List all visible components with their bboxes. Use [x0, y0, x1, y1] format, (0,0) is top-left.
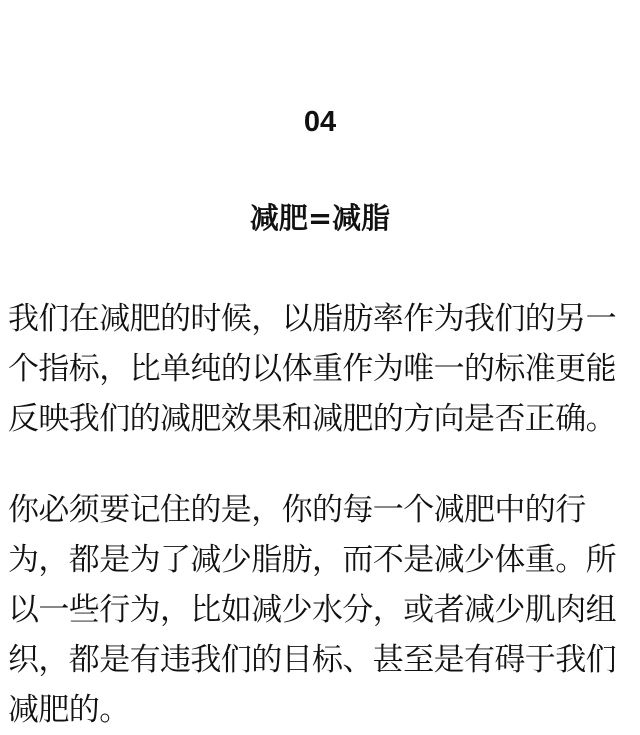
paragraph-line: 反映我们的减肥效果和减肥的方向是否正确。: [8, 401, 616, 437]
paragraph-line: 个指标，比单纯的以体重作为唯一的标准更能: [8, 351, 616, 387]
paragraph-line: 减肥的。: [8, 692, 130, 728]
paragraph-line: 以一些行为，比如减少水分，或者减少肌肉组: [8, 592, 616, 628]
section-heading: 减肥=减脂: [249, 201, 391, 235]
paragraph-2: [8, 485, 636, 735]
paragraph-line: 你必须要记住的是，你的每一个减肥中的行: [8, 492, 586, 528]
paragraph-1: [8, 294, 636, 444]
paragraph-line: 我们在减肥的时候，以脂肪率作为我们的另一: [8, 301, 616, 337]
section-number: 04: [303, 106, 337, 138]
paragraph-line: 织，都是有违我们的目标、甚至是有碍于我们: [8, 642, 616, 678]
paragraph-line: 为，都是为了减少脂肪，而不是减少体重。所: [8, 542, 616, 578]
